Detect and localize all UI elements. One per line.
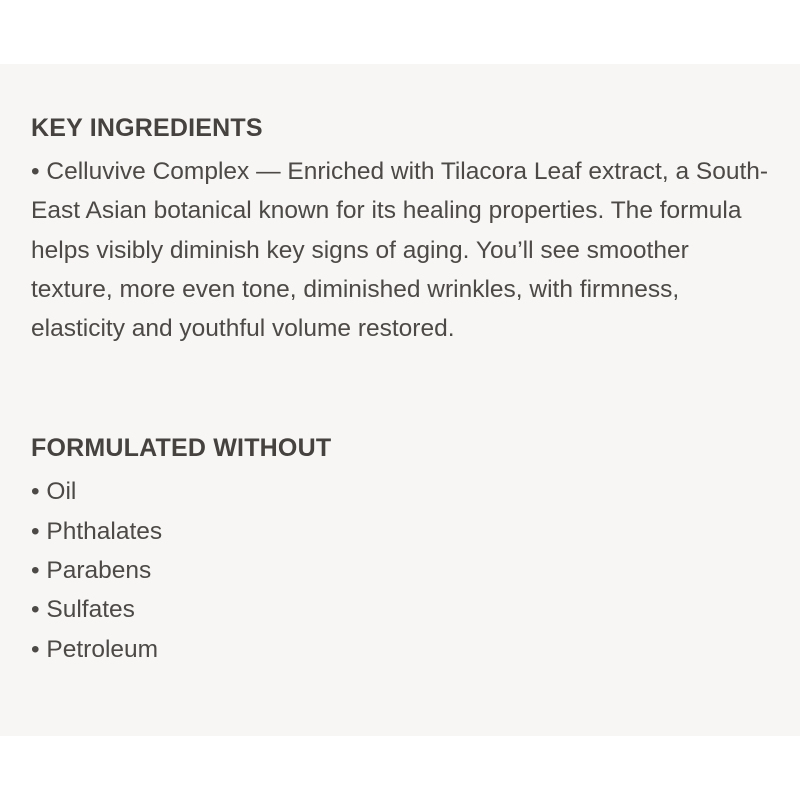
key-ingredients-heading: KEY INGREDIENTS xyxy=(31,114,263,142)
list-item-petroleum: • Petroleum xyxy=(31,635,159,663)
formulated-without-list xyxy=(31,472,771,668)
list-item-parabens: • Parabens xyxy=(31,557,152,585)
key-ingredients-section xyxy=(31,112,771,348)
formulated-without-heading: FORMULATED WITHOUT xyxy=(31,434,332,463)
section-spacer xyxy=(31,348,771,432)
formulated-without-section xyxy=(31,432,771,668)
list-item-sulfates: • Sulfates xyxy=(31,596,135,624)
list-item-phthalates: • Phthalates xyxy=(31,517,163,545)
list-item-oil: • Oil xyxy=(31,478,77,506)
product-details xyxy=(31,112,771,669)
key-ingredients-text: • Celluvive Complex — Enriched with Tilacora Leaf extract, a South-East Asian botanical known for its healing properties. The formula helps visibly diminish key signs of aging. You’ll see smoother texture, more even tone, diminished wrinkles, with firmness, elasticity and youthful volume restored. xyxy=(31,158,769,343)
